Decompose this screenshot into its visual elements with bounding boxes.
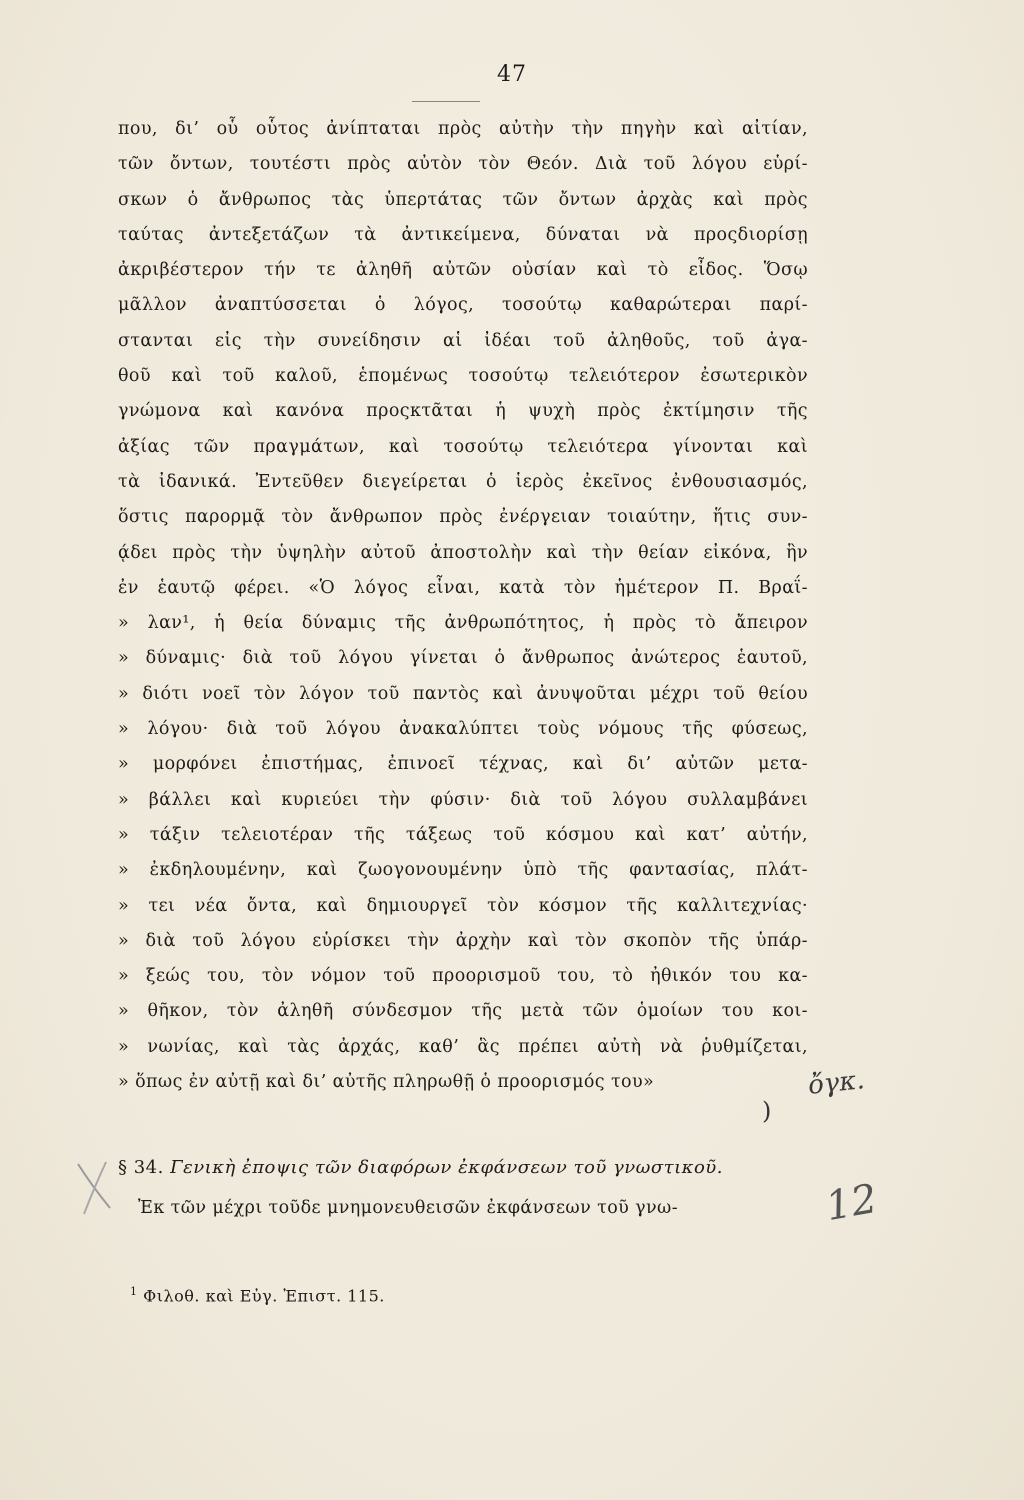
- text-line: ἀκριβέστερον τήν τε ἀληθῆ αὐτῶν οὐσίαν καὶ τὸ εἶδος. Ὅσῳ: [118, 260, 808, 281]
- text-line: μᾶλλον ἀναπτύσσεται ὁ λόγος, τοσούτῳ καθαρώτεραι παρί-: [118, 295, 808, 316]
- text-line: » μορφόνει ἐπιστήμας, ἐπινοεῖ τέχνας, καὶ δι’ αὐτῶν μετα-: [118, 754, 808, 775]
- text-line: στανται εἰς τὴν συνείδησιν αἱ ἰδέαι τοῦ ἀληθοῦς, τοῦ ἀγα-: [118, 330, 808, 351]
- text-line: » ξεώς του, τὸν νόμον τοῦ προορισμοῦ του, τὸ ἠθικόν του κα-: [118, 966, 808, 987]
- footnote: [130, 1277, 385, 1307]
- text-line: ἐν ἑαυτῷ φέρει. «Ὁ λόγος εἶναι, κατὰ τὸν ἡμέτερον Π. Βραΐ-: [118, 577, 808, 598]
- section-title: Γενικὴ ἐποψις τῶν διαφόρων ἐκφάνσεων τοῦ γνωστικοῦ.: [170, 1157, 723, 1178]
- text-line: ἀξίας τῶν πραγμάτων, καὶ τοσούτῳ τελειότερα γίνονται καὶ: [118, 436, 808, 457]
- footnote-text: Φιλοθ. καὶ Εὐγ. Ἐπιστ. 115.: [143, 1286, 385, 1306]
- pencil-cross-mark: [70, 1158, 120, 1218]
- section-first-line: Ἐκ τῶν μέχρι τοῦδε μνημονευθεισῶν ἐκφάνσεων τοῦ γνω-: [138, 1198, 679, 1218]
- text-line: » νωνίας, καὶ τὰς ἀρχάς, καθ’ ἃς πρέπει αὐτὴ νὰ ῥυθμίζεται,: [118, 1036, 808, 1057]
- margin-note: ὄγκ.: [806, 1065, 866, 1101]
- text-line: » λόγου· διὰ τοῦ λόγου ἀνακαλύπτει τοὺς νόμους τῆς φύσεως,: [118, 719, 808, 740]
- text-line: » τει νέα ὄντα, καὶ δημιουργεῖ τὸν κόσμον τῆς καλλιτεχνίας·: [118, 895, 808, 916]
- text-line: τῶν ὄντων, τουτέστι πρὸς αὐτὸν τὸν Θεόν. Διὰ τοῦ λόγου εὑρί-: [118, 154, 808, 175]
- section-heading: [118, 1150, 808, 1186]
- text-line: » θῆκον, τὸν ἀληθῆ σύνδεσμον τῆς μετὰ τῶν ὁμοίων του κοι-: [118, 1001, 808, 1022]
- page-number: 47: [497, 62, 527, 87]
- header-rule: [412, 101, 480, 102]
- text-line: » ὅπως ἐν αὐτῇ καὶ δι’ αὐτῆς πληρωθῇ ὁ προορισμός του»: [118, 1072, 655, 1093]
- closing-bracket-mark: ): [762, 1097, 772, 1125]
- text-line: » βάλλει καὶ κυριεύει τὴν φύσιν· διὰ τοῦ λόγου συλλαμβάνει: [118, 789, 808, 810]
- text-line: γνώμονα καὶ κανόνα προςκτᾶται ἡ ψυχὴ πρὸς ἐκτίμησιν τῆς: [118, 401, 808, 422]
- text-line: » διότι νοεῖ τὸν λόγον τοῦ παντὸς καὶ ἀνυψοῦται μέχρι τοῦ θείου: [118, 683, 808, 704]
- text-line: τὰ ἰδανικά. Ἐντεῦθεν διεγείρεται ὁ ἱερὸς ἐκεῖνος ἐνθουσιασμός,: [118, 471, 808, 492]
- text-line: θοῦ καὶ τοῦ καλοῦ, ἑπομένως τοσούτῳ τελειότερον ἐσωτερικὸν: [118, 366, 808, 387]
- text-line: » ἐκδηλουμένην, καὶ ζωογονουμένην ὑπὸ τῆς φαντασίας, πλάτ-: [118, 860, 808, 881]
- text-line: ᾴδει πρὸς τὴν ὑψηλὴν αὐτοῦ ἀποστολὴν καὶ τὴν θείαν εἰκόνα, ἣν: [118, 542, 808, 563]
- footnote-marker: 1: [130, 1285, 138, 1298]
- text-line: » διὰ τοῦ λόγου εὑρίσκει τὴν ἀρχὴν καὶ τὸν σκοπὸν τῆς ὑπάρ-: [118, 930, 808, 951]
- text-line: ὅστις παρορμᾷ τὸν ἄνθρωπον πρὸς ἐνέργειαν τοιαύτην, ἥτις συν-: [118, 507, 808, 528]
- text-line: » λαν¹, ἡ θεία δύναμις τῆς ἀνθρωπότητος, ἡ πρὸς τὸ ἄπειρον: [118, 613, 808, 634]
- body-text: [118, 112, 808, 1100]
- text-line: που, δι’ οὗ οὗτος ἀνίπταται πρὸς αὐτὴν τὴν πηγὴν καὶ αἰτίαν,: [118, 119, 808, 139]
- text-line: » τάξιν τελειοτέραν τῆς τάξεως τοῦ κόσμου καὶ κατ’ αὐτήν,: [118, 824, 808, 845]
- text-line: » δύναμις· διὰ τοῦ λόγου γίνεται ὁ ἄνθρωπος ἀνώτερος ἑαυτοῦ,: [118, 648, 808, 669]
- text-line: σκων ὁ ἄνθρωπος τὰς ὑπερτάτας τῶν ὄντων ἀρχὰς καὶ πρὸς: [118, 189, 808, 210]
- folio-note: 12: [822, 1175, 881, 1231]
- section-number: § 34.: [118, 1157, 164, 1178]
- text-line: ταύτας ἀντεξετάζων τὰ ἀντικείμενα, δύναται νὰ προςδιορίσῃ: [118, 224, 808, 245]
